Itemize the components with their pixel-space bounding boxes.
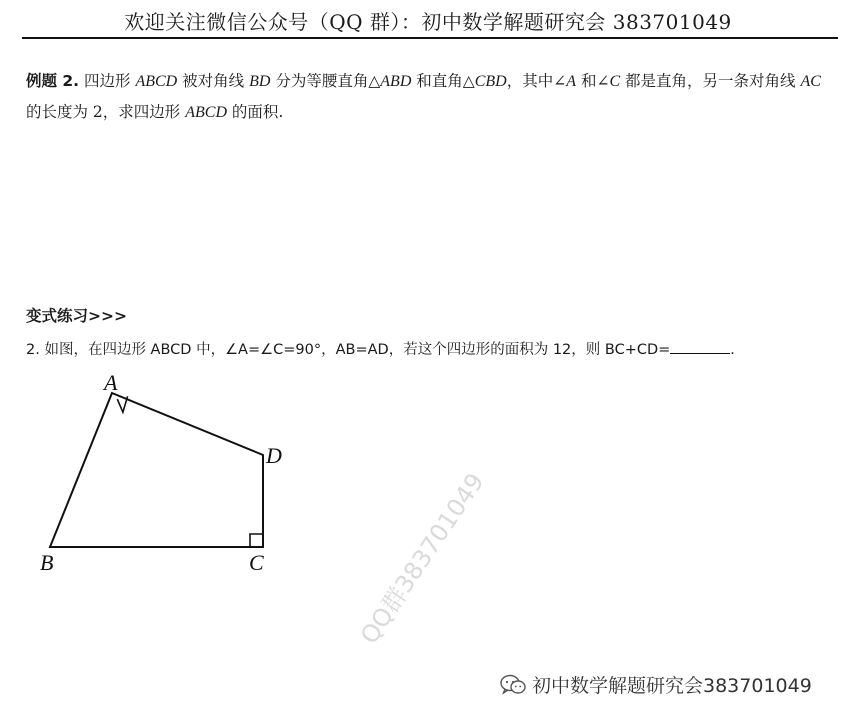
footer-brand-text: 初中数学解题研究会383701049 bbox=[532, 675, 812, 697]
header-divider bbox=[22, 37, 838, 39]
example-math-var: ABD bbox=[380, 73, 412, 90]
example-text-part: 分为等腰直角△ bbox=[270, 72, 381, 90]
quadrilateral-abcd bbox=[50, 393, 263, 547]
example-math-var: BD bbox=[249, 73, 271, 90]
variant-problem-text: 2. 如图，在四边形 ABCD 中，∠A=∠C=90°，AB=AD，若这个四边形的面积为 12，则 BC+CD= bbox=[26, 342, 671, 358]
example-problem bbox=[26, 66, 838, 128]
example-text-part: 四边形 bbox=[79, 72, 136, 90]
page-header-title: 欢迎关注微信公众号（QQ 群）：初中数学解题研究会 383701049 bbox=[124, 10, 732, 34]
example-math-var: CBD bbox=[474, 73, 507, 90]
example-text-part: 的面积. bbox=[227, 103, 284, 121]
answer-blank bbox=[670, 339, 730, 354]
example-text-part: 的长度为 2，求四边形 bbox=[26, 103, 186, 121]
wechat-icon bbox=[500, 674, 526, 696]
example-math-var: C bbox=[609, 73, 621, 90]
footer-brand bbox=[500, 671, 812, 698]
example-text-part: 和∠ bbox=[576, 72, 610, 90]
right-angle-marker-c bbox=[250, 534, 263, 547]
variant-problem bbox=[26, 338, 735, 359]
vertex-label-c: C bbox=[249, 550, 264, 575]
example-text-part: 被对角线 bbox=[177, 72, 250, 90]
example-math-var: ABCD bbox=[185, 104, 227, 121]
quadrilateral-figure bbox=[0, 360, 320, 590]
vertex-label-b: B bbox=[40, 550, 54, 575]
example-math-var: AC bbox=[800, 73, 821, 90]
example-label: 例题 2. bbox=[26, 72, 80, 90]
vertex-label-a: A bbox=[104, 370, 118, 395]
variant-practice-title: 变式练习>>> bbox=[26, 307, 127, 325]
example-text-part: ，其中∠ bbox=[506, 72, 567, 90]
vertex-label-d: D bbox=[266, 443, 282, 468]
example-math-var: ABCD bbox=[135, 73, 178, 90]
watermark-text: QQ群383701049 bbox=[354, 468, 490, 650]
variant-problem-end: . bbox=[730, 342, 735, 358]
example-math-var: A bbox=[566, 73, 577, 90]
example-text-part: 和直角△ bbox=[411, 72, 475, 90]
example-text-part: 都是直角，另一条对角线 bbox=[620, 72, 801, 90]
